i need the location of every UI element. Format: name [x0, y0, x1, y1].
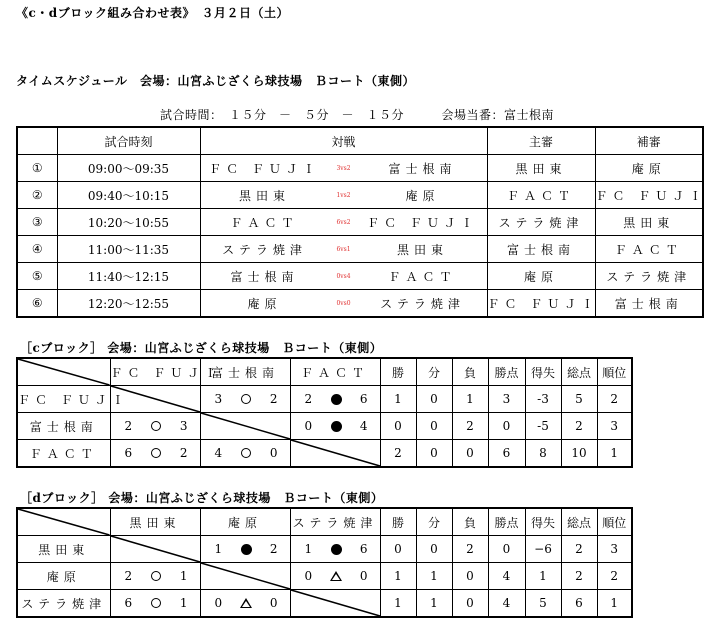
match-pairing	[200, 236, 487, 263]
stat-cell: 0	[488, 536, 525, 563]
schedule-header-cell: 主審	[487, 127, 595, 155]
table-row	[17, 386, 632, 413]
schedule-header-cell: 補審	[595, 127, 703, 155]
stat-cell: -3	[525, 386, 561, 413]
away-team: 庵原	[405, 188, 440, 203]
stat-cell: 6	[561, 590, 597, 618]
match-time: 10:20～10:55	[57, 209, 200, 236]
stat-header: 勝点	[488, 508, 525, 536]
stat-cell: 0	[452, 563, 488, 590]
corner-cell	[17, 358, 110, 386]
match-score: 6vs1	[336, 245, 351, 253]
stat-cell: 8	[525, 440, 561, 468]
stat-header: 総点	[561, 358, 597, 386]
goals-against: 2	[179, 446, 188, 460]
goals-against: 1	[179, 569, 188, 583]
team-header: 富士根南	[200, 358, 290, 386]
goals-for: 2	[304, 392, 313, 406]
goals-against: 0	[269, 596, 278, 610]
team-name: 富士根南	[17, 413, 110, 440]
loss-mark-icon	[331, 544, 342, 555]
match-pairing	[200, 209, 487, 236]
table-row	[17, 440, 632, 468]
referee: 庵原	[487, 263, 595, 290]
away-team: 黒田東	[396, 242, 448, 257]
stat-cell: 1	[597, 440, 632, 468]
block-c-title: ［cブロック］ 会場：山宮ふじざくら球技場 Ｂコート（東側）	[20, 341, 383, 355]
team-name: 黒田東	[17, 536, 110, 563]
referee: ＦＣ ＦＵＪＩ	[487, 290, 595, 318]
match-number: ②	[17, 182, 57, 209]
match-result-cell	[200, 440, 290, 468]
stat-header: 分	[416, 358, 452, 386]
goals-against: 2	[269, 392, 278, 406]
match-score: 3vs2	[336, 164, 351, 172]
win-mark-icon	[151, 598, 161, 608]
stat-cell: 1	[416, 590, 452, 618]
match-score: 0vs0	[336, 299, 351, 307]
stat-cell: 1	[452, 386, 488, 413]
stat-cell: 4	[488, 590, 525, 618]
table-row	[17, 155, 703, 182]
team-name: ＦＡＣＴ	[17, 440, 110, 468]
assistant-referee: ステラ焼津	[595, 263, 703, 290]
assistant-referee: ＦＣ ＦＵＪＩ	[595, 182, 703, 209]
stat-cell: 1	[380, 386, 416, 413]
stat-cell: 1	[525, 563, 561, 590]
win-mark-icon	[151, 448, 161, 458]
stat-cell: 2	[561, 536, 597, 563]
match-result-cell	[200, 536, 290, 563]
stat-header: 得失	[525, 508, 561, 536]
stat-cell: 1	[597, 590, 632, 618]
team-header: ＦＣ ＦＵＪＩ	[110, 358, 200, 386]
self-match-cell	[110, 386, 200, 413]
away-team: ＦＡＣＴ	[388, 269, 457, 284]
team-header: 黒田東	[110, 508, 200, 536]
goals-for: 2	[124, 569, 133, 583]
match-score: 6vs2	[336, 218, 351, 226]
stat-cell: 0	[416, 386, 452, 413]
stat-header: 勝	[380, 358, 416, 386]
team-header: ＦＡＣＴ	[290, 358, 380, 386]
stat-header: 勝点	[488, 358, 525, 386]
loss-mark-icon	[331, 421, 342, 432]
stat-cell: 0	[416, 536, 452, 563]
match-result-cell	[110, 440, 200, 468]
stat-cell: 2	[561, 563, 597, 590]
self-match-cell	[200, 413, 290, 440]
win-mark-icon	[151, 421, 161, 431]
block-d-title: ［dブロック］ 会場：山宮ふじざくら球技場 Ｂコート（東側）	[20, 491, 384, 505]
match-number: ⑤	[17, 263, 57, 290]
schedule-table	[16, 126, 707, 318]
goals-against: 6	[359, 542, 368, 556]
match-result-cell	[110, 413, 200, 440]
table-row	[17, 236, 703, 263]
match-pairing	[200, 290, 487, 318]
goals-against: 1	[179, 596, 188, 610]
self-match-cell	[290, 440, 380, 468]
goals-against: 6	[359, 392, 368, 406]
team-header: 庵原	[200, 508, 290, 536]
goals-against: 4	[359, 419, 368, 433]
match-time: 09:40～10:15	[57, 182, 200, 209]
match-result-cell	[290, 413, 380, 440]
away-team: ステラ焼津	[380, 296, 465, 311]
referee: ＦＡＣＴ	[487, 182, 595, 209]
stat-cell: 0	[488, 413, 525, 440]
draw-mark-icon	[330, 571, 342, 581]
team-name: 庵原	[17, 563, 110, 590]
team-header: ステラ焼津	[290, 508, 380, 536]
block-c-table	[16, 357, 633, 468]
goals-for: 0	[304, 569, 313, 583]
table-row	[17, 413, 632, 440]
table-row	[17, 263, 703, 290]
match-number: ⑥	[17, 290, 57, 318]
goals-for: 6	[124, 596, 133, 610]
stat-cell: 1	[380, 563, 416, 590]
table-row	[17, 209, 703, 236]
stat-cell: 0	[416, 440, 452, 468]
stat-cell: 5	[561, 386, 597, 413]
match-score: 0vs4	[336, 272, 351, 280]
stat-cell: 5	[525, 590, 561, 618]
match-time: 11:00～11:35	[57, 236, 200, 263]
table-row	[17, 536, 632, 563]
stat-cell: 2	[561, 413, 597, 440]
home-team: ＦＡＣＴ	[230, 215, 299, 230]
schedule-title: タイムスケジュール 会場：山宮ふじざくら球技場 Ｂコート（東側）	[16, 74, 416, 88]
stat-cell: 0	[452, 590, 488, 618]
draw-mark-icon	[240, 598, 252, 608]
match-timeline: 試合時間： １５分 － ５分 － １５分 会場当番：富士根南	[160, 108, 555, 122]
match-score: 1vs2	[336, 191, 351, 199]
goals-for: 2	[124, 419, 133, 433]
home-team: 富士根南	[230, 269, 299, 284]
away-team: ＦＣ ＦＵＪＩ	[367, 215, 478, 230]
home-team: ステラ焼津	[222, 242, 307, 257]
goals-against: 0	[269, 446, 278, 460]
stat-cell: 3	[488, 386, 525, 413]
table-row	[17, 590, 632, 618]
stat-cell: 6	[488, 440, 525, 468]
stat-cell: 2	[452, 413, 488, 440]
schedule-header-cell: 試合時刻	[57, 127, 200, 155]
stat-cell: 2	[597, 386, 632, 413]
match-pairing	[200, 155, 487, 182]
away-team: 富士根南	[388, 161, 457, 176]
match-result-cell	[110, 590, 200, 618]
goals-against: 2	[269, 542, 278, 556]
stat-cell: 0	[416, 413, 452, 440]
match-result-cell	[290, 536, 380, 563]
stat-header: 順位	[597, 358, 632, 386]
stat-cell: 4	[488, 563, 525, 590]
schedule-header-cell	[17, 127, 57, 155]
stat-cell: 3	[597, 413, 632, 440]
stat-cell: -5	[525, 413, 561, 440]
page-title: 《c・dブロック組み合わせ表》 ３月２日（土）	[16, 6, 289, 20]
stat-cell: 2	[452, 536, 488, 563]
goals-for: 0	[304, 419, 313, 433]
match-time: 11:40～12:15	[57, 263, 200, 290]
home-team: ＦＣ ＦＵＪＩ	[209, 161, 320, 176]
win-mark-icon	[151, 571, 161, 581]
goals-for: 3	[214, 392, 223, 406]
team-name: ＦＣ ＦＵＪＩ	[17, 386, 110, 413]
assistant-referee: 富士根南	[595, 290, 703, 318]
stat-header: 順位	[597, 508, 632, 536]
home-team: 黒田東	[238, 188, 290, 203]
assistant-referee: 庵原	[595, 155, 703, 182]
stat-header: 分	[416, 508, 452, 536]
match-result-cell	[200, 590, 290, 618]
stat-cell: 0	[452, 440, 488, 468]
stat-cell: 0	[380, 413, 416, 440]
loss-mark-icon	[331, 394, 342, 405]
goals-for: 1	[304, 542, 313, 556]
assistant-referee: 黒田東	[595, 209, 703, 236]
match-result-cell	[200, 386, 290, 413]
match-result-cell	[110, 563, 200, 590]
stat-cell: 0	[380, 536, 416, 563]
goals-against: 0	[359, 569, 368, 583]
goals-for: 1	[214, 542, 223, 556]
match-pairing	[200, 263, 487, 290]
match-number: ①	[17, 155, 57, 182]
referee: 富士根南	[487, 236, 595, 263]
stat-header: 得失	[525, 358, 561, 386]
stat-cell: 1	[380, 590, 416, 618]
home-team: 庵原	[247, 296, 282, 311]
stat-header: 総点	[561, 508, 597, 536]
self-match-cell	[200, 563, 290, 590]
match-number: ④	[17, 236, 57, 263]
match-time: 09:00～09:35	[57, 155, 200, 182]
match-pairing	[200, 182, 487, 209]
match-result-cell	[290, 563, 380, 590]
match-result-cell	[290, 386, 380, 413]
goals-for: 4	[214, 446, 223, 460]
loss-mark-icon	[241, 544, 252, 555]
corner-cell	[17, 508, 110, 536]
team-name: ステラ焼津	[17, 590, 110, 618]
win-mark-icon	[241, 448, 251, 458]
win-mark-icon	[241, 394, 251, 404]
table-row	[17, 563, 632, 590]
stat-header: 勝	[380, 508, 416, 536]
referee: 黒田東	[487, 155, 595, 182]
schedule-header-cell: 対戦	[200, 127, 487, 155]
table-row	[17, 182, 703, 209]
goals-for: 6	[124, 446, 133, 460]
table-row	[17, 290, 703, 318]
stat-cell: 1	[416, 563, 452, 590]
match-number: ③	[17, 209, 57, 236]
assistant-referee: ＦＡＣＴ	[595, 236, 703, 263]
stat-cell: 10	[561, 440, 597, 468]
stat-cell: 2	[597, 563, 632, 590]
stat-header: 負	[452, 508, 488, 536]
goals-for: 0	[214, 596, 223, 610]
stat-cell: 2	[380, 440, 416, 468]
block-d-table	[16, 507, 633, 618]
stat-header: 負	[452, 358, 488, 386]
stat-cell: −6	[525, 536, 561, 563]
self-match-cell	[110, 536, 200, 563]
match-time: 12:20～12:55	[57, 290, 200, 318]
self-match-cell	[290, 590, 380, 618]
goals-against: 3	[179, 419, 188, 433]
stat-cell: 3	[597, 536, 632, 563]
referee: ステラ焼津	[487, 209, 595, 236]
